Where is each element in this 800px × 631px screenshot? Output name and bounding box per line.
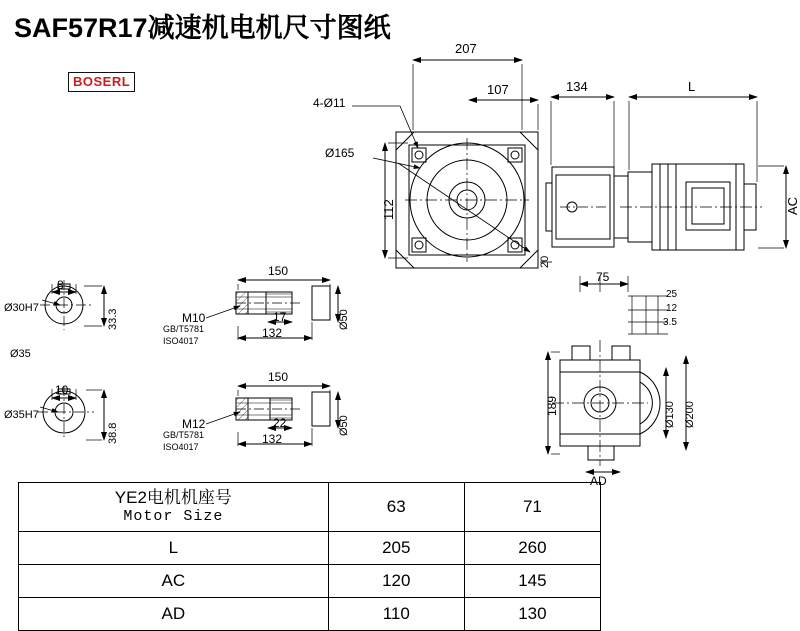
- dim-O30H7: [4, 302, 39, 314]
- dim-132-a: 132: [262, 326, 283, 340]
- table-header-col-63: 63: [328, 483, 464, 532]
- dim-O50-a: Ø50: [338, 309, 350, 330]
- dim-22: 22: [273, 416, 287, 430]
- dim-L-top: L: [688, 79, 696, 94]
- dim-107: 107: [487, 82, 509, 97]
- dim-20: 20: [539, 255, 551, 268]
- label-iso-a: ISO4017: [163, 336, 199, 346]
- table-cell-AC-63: 120: [328, 565, 464, 598]
- dim-33-3: 33.3: [107, 308, 119, 330]
- dim-O35: Ø35: [10, 348, 31, 360]
- dim-150-b: 150: [268, 370, 289, 384]
- table-cell-AD-71: 130: [464, 598, 600, 631]
- table-row: [19, 565, 601, 598]
- dim-132-b: 132: [262, 432, 283, 446]
- label-gb-a: GB/T5781: [163, 324, 205, 334]
- dim-10: 10: [55, 383, 69, 397]
- dim-75: 75: [596, 270, 610, 284]
- label-iso-b: ISO4017: [163, 442, 199, 452]
- table-cell-AC-71: 145: [464, 565, 600, 598]
- dim-25: 25: [666, 289, 678, 300]
- table-header-label-cn: YE2电机机座号: [114, 488, 232, 507]
- table-cell-AD-63: 110: [328, 598, 464, 631]
- spec-table: [18, 482, 601, 631]
- dim-O50-b: Ø50: [338, 415, 350, 436]
- page-title: SAF57R17减速机电机尺寸图纸: [14, 13, 391, 43]
- table-row-label-AD: AD: [19, 598, 329, 631]
- label-M12: M12: [182, 417, 206, 431]
- dim-4xO11: 4-Ø11: [313, 96, 346, 110]
- dim-17: 17: [273, 310, 287, 324]
- dim-207: 207: [455, 41, 477, 56]
- dim-189: 189: [545, 395, 559, 416]
- brand-logo: BOSERL: [68, 72, 135, 92]
- table-row-label-AC: AC: [19, 565, 329, 598]
- dim-O30H7-text: Ø30H7: [4, 302, 39, 314]
- dim-3-5: 3.5: [663, 317, 677, 328]
- table-header-col-71: 71: [464, 483, 600, 532]
- dim-O165: Ø165: [325, 146, 355, 160]
- table-cell-L-71: 260: [464, 532, 600, 565]
- table-row: [19, 598, 601, 631]
- dim-150-a: 150: [268, 264, 289, 278]
- label-gb-b: GB/T5781: [163, 430, 205, 440]
- table-header-label: [19, 483, 329, 532]
- dim-O35H7: Ø35H7: [4, 409, 39, 421]
- dim-O200: Ø200: [684, 401, 696, 428]
- label-M10: M10: [182, 311, 206, 325]
- dim-O130: Ø130: [664, 401, 676, 428]
- dim-134: 134: [566, 79, 588, 94]
- dim-AC-right: AC: [785, 196, 800, 215]
- table-row: [19, 483, 601, 532]
- dim-AD-bottom: AD: [590, 474, 607, 488]
- table-cell-L-63: 205: [328, 532, 464, 565]
- dim-38-8: 38.8: [107, 422, 119, 444]
- dim-12: 12: [666, 303, 678, 314]
- dim-112: 112: [381, 199, 396, 220]
- table-header-label-en: Motor Size: [123, 508, 224, 525]
- table-row: [19, 532, 601, 565]
- table-row-label-L: L: [19, 532, 329, 565]
- dim-8: 8: [57, 278, 64, 292]
